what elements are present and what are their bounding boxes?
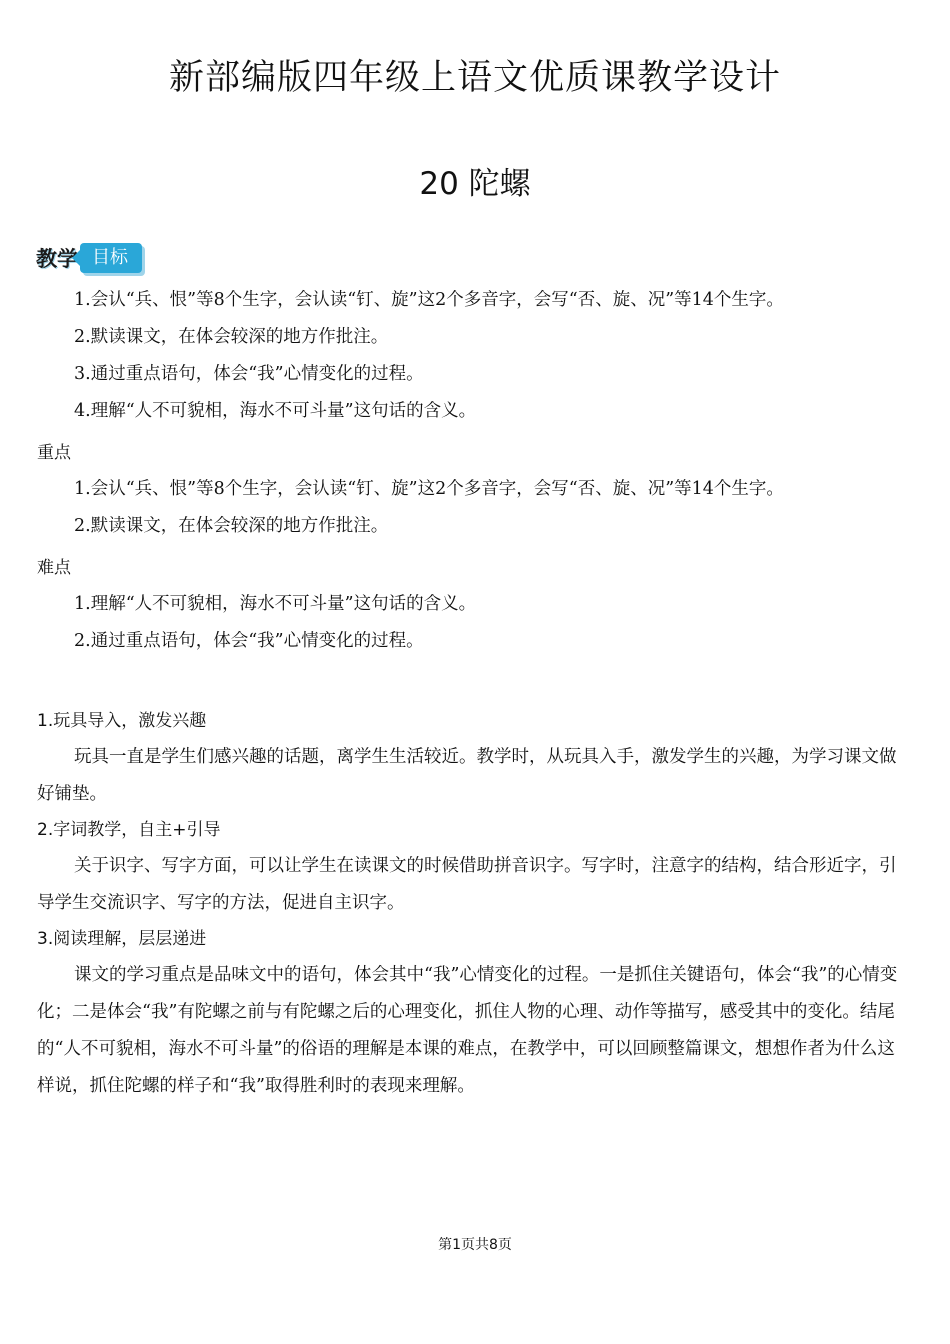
key-point-item: 2.默读课文，在体会较深的地方作批注。: [74, 516, 389, 536]
section-text: 玩具一直是学生们感兴趣的话题，离学生生活较近。教学时，从玩具入手，激发学生的兴趣，为学习课文做好铺垫。: [37, 747, 897, 804]
document-title: 新部编版四年级上语文优质课教学设计: [168, 58, 781, 98]
page-footer: 第1页共8页: [438, 1237, 512, 1253]
section-heading: 2.字词教学，自主+引导: [37, 820, 221, 840]
teaching-section: [37, 922, 905, 1105]
teaching-objectives-badge: [36, 240, 142, 276]
objectives-list: [37, 282, 905, 430]
section-heading: 3.阅读理解，层层递进: [37, 929, 207, 949]
key-points-list: [37, 471, 905, 545]
difficulties-list: [37, 586, 905, 660]
difficulty-item: 1.理解“人不可貌相，海水不可斗量”这句话的含义。: [74, 594, 477, 614]
teaching-section: [37, 813, 905, 922]
key-point-item: 1.会认“兵、恨”等8个生字，会认读“钉、旋”这2个多音字，会写“否、旋、况”等14个生字。: [74, 479, 784, 499]
objective-item: 3.通过重点语句，体会“我”心情变化的过程。: [74, 364, 424, 384]
lesson-title: 20 陀螺: [419, 166, 531, 202]
section-text: 课文的学习重点是品味文中的语句，体会其中“我”心情变化的过程。一是抓住关键语句，体会“我”的心情变化；二是体会“我”有陀螺之前与有陀螺之后的心理变化，抓住人物的心理、动作等描写，感受其中的变化。结尾的“人不可貌相，海水不可斗量”的俗语的理解是本课的难点，在教学中，可以回顾整篇课文，想想作者为什么这样说，抓住陀螺的样子和“我”取得胜利时的表现来理解。: [37, 965, 898, 1096]
objective-item: 1.会认“兵、恨”等8个生字，会认读“钉、旋”这2个多音字，会写“否、旋、况”等14个生字。: [74, 290, 784, 310]
difficulties-heading: 难点: [37, 558, 71, 578]
badge-label-teaching: 教学: [36, 247, 78, 271]
objective-item: 2.默读课文，在体会较深的地方作批注。: [74, 327, 389, 347]
section-heading: 1.玩具导入，激发兴趣: [37, 711, 207, 731]
objective-item: 4.理解“人不可貌相，海水不可斗量”这句话的含义。: [74, 401, 477, 421]
difficulty-item: 2.通过重点语句，体会“我”心情变化的过程。: [74, 631, 424, 651]
teaching-section: [37, 704, 905, 813]
section-text: 关于识字、写字方面，可以让学生在读课文的时候借助拼音识字。写字时，注意字的结构，结合形近字，引导学生交流识字、写字的方法，促进自主识字。: [37, 856, 897, 913]
key-points-heading: 重点: [37, 443, 71, 463]
badge-label-objectives: 目标: [80, 243, 142, 273]
document-body: [37, 282, 905, 1105]
